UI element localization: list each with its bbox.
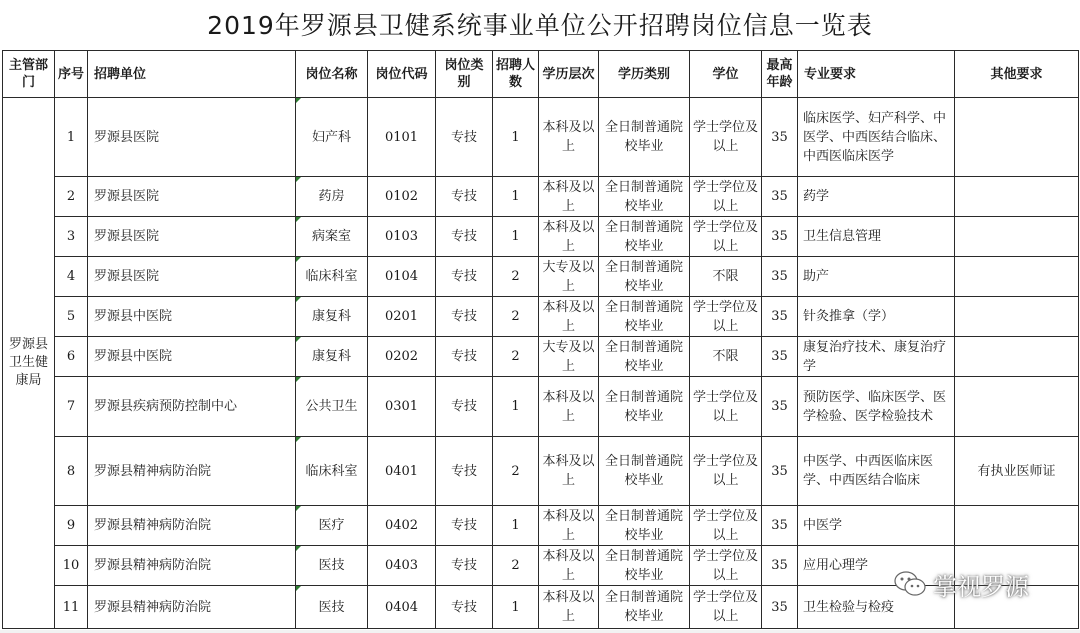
header-row xyxy=(3,51,1079,98)
cell-edu: 大专及以上 xyxy=(539,257,599,297)
cell-other xyxy=(955,98,1079,177)
cell-post: 医疗 xyxy=(296,506,368,546)
cell-count: 1 xyxy=(493,217,539,257)
cell-degree: 学士学位及以上 xyxy=(690,177,762,217)
cell-no: 9 xyxy=(55,506,88,546)
cell-edu: 本科及以上 xyxy=(539,98,599,177)
cell-count: 2 xyxy=(493,337,539,377)
cell-unit: 罗源县中医院 xyxy=(88,337,296,377)
table-row xyxy=(3,98,1079,177)
cell-count: 1 xyxy=(493,177,539,217)
cell-age: 35 xyxy=(762,257,798,297)
cell-degree: 学士学位及以上 xyxy=(690,437,762,506)
cell-count: 2 xyxy=(493,257,539,297)
cell-degree: 学士学位及以上 xyxy=(690,217,762,257)
cell-post: 康复科 xyxy=(296,297,368,337)
cell-edu-type: 全日制普通院校毕业 xyxy=(599,98,690,177)
cell-degree: 学士学位及以上 xyxy=(690,506,762,546)
cell-major: 药学 xyxy=(798,177,955,217)
cell-code: 0301 xyxy=(368,377,436,437)
cell-age: 35 xyxy=(762,546,798,586)
cell-post: 药房 xyxy=(296,177,368,217)
cell-edu-type: 全日制普通院校毕业 xyxy=(599,437,690,506)
cell-degree: 学士学位及以上 xyxy=(690,377,762,437)
header-type: 岗位类别 xyxy=(436,51,493,98)
cell-code: 0402 xyxy=(368,506,436,546)
cell-degree: 学士学位及以上 xyxy=(690,546,762,586)
cell-unit: 罗源县医院 xyxy=(88,98,296,177)
cell-age: 35 xyxy=(762,586,798,629)
header-code: 岗位代码 xyxy=(368,51,436,98)
cell-edu-type: 全日制普通院校毕业 xyxy=(599,377,690,437)
cell-code: 0102 xyxy=(368,177,436,217)
cell-age: 35 xyxy=(762,506,798,546)
cell-unit: 罗源县精神病防治院 xyxy=(88,437,296,506)
cell-type: 专技 xyxy=(436,217,493,257)
cell-age: 35 xyxy=(762,377,798,437)
cell-other xyxy=(955,506,1079,546)
cell-post: 医技 xyxy=(296,546,368,586)
cell-code: 0103 xyxy=(368,217,436,257)
cell-edu: 本科及以上 xyxy=(539,177,599,217)
cell-post: 妇产科 xyxy=(296,98,368,177)
cell-type: 专技 xyxy=(436,546,493,586)
cell-other xyxy=(955,377,1079,437)
cell-type: 专技 xyxy=(436,377,493,437)
cell-post: 临床科室 xyxy=(296,257,368,297)
cell-major: 预防医学、临床医学、医学检验、医学检验技术 xyxy=(798,377,955,437)
cell-edu: 本科及以上 xyxy=(539,506,599,546)
watermark xyxy=(893,567,1029,601)
cell-degree: 不限 xyxy=(690,257,762,297)
page-title: 2019年罗源县卫健系统事业单位公开招聘岗位信息一览表 xyxy=(207,11,873,40)
cell-edu: 本科及以上 xyxy=(539,217,599,257)
cell-unit: 罗源县医院 xyxy=(88,177,296,217)
cell-no: 8 xyxy=(55,437,88,506)
cell-edu-type: 全日制普通院校毕业 xyxy=(599,257,690,297)
table-row xyxy=(3,297,1079,337)
header-edu: 学历层次 xyxy=(539,51,599,98)
cell-other: 有执业医师证 xyxy=(955,437,1079,506)
cell-count: 1 xyxy=(493,586,539,629)
cell-edu: 本科及以上 xyxy=(539,297,599,337)
cell-age: 35 xyxy=(762,217,798,257)
table-row xyxy=(3,337,1079,377)
cell-edu-type: 全日制普通院校毕业 xyxy=(599,546,690,586)
cell-other xyxy=(955,337,1079,377)
cell-type: 专技 xyxy=(436,337,493,377)
cell-unit: 罗源县中医院 xyxy=(88,297,296,337)
table-row xyxy=(3,257,1079,297)
cell-code: 0104 xyxy=(368,257,436,297)
cell-no: 11 xyxy=(55,586,88,629)
cell-degree: 学士学位及以上 xyxy=(690,98,762,177)
cell-no: 10 xyxy=(55,546,88,586)
header-edu-type: 学历类别 xyxy=(599,51,690,98)
cell-major: 中医学、中西医临床医学、中西医结合临床 xyxy=(798,437,955,506)
cell-major: 卫生信息管理 xyxy=(798,217,955,257)
cell-type: 专技 xyxy=(436,586,493,629)
cell-unit: 罗源县疾病预防控制中心 xyxy=(88,377,296,437)
cell-post: 临床科室 xyxy=(296,437,368,506)
cell-type: 专技 xyxy=(436,506,493,546)
cell-code: 0403 xyxy=(368,546,436,586)
cell-edu-type: 全日制普通院校毕业 xyxy=(599,177,690,217)
cell-unit: 罗源县精神病防治院 xyxy=(88,506,296,546)
cell-age: 35 xyxy=(762,337,798,377)
cell-unit: 罗源县医院 xyxy=(88,217,296,257)
header-unit: 招聘单位 xyxy=(88,51,296,98)
cell-degree: 不限 xyxy=(690,337,762,377)
cell-no: 5 xyxy=(55,297,88,337)
wechat-icon xyxy=(893,569,927,599)
cell-unit: 罗源县精神病防治院 xyxy=(88,546,296,586)
table-row xyxy=(3,437,1079,506)
cell-age: 35 xyxy=(762,437,798,506)
cell-post: 病案室 xyxy=(296,217,368,257)
cell-major: 应用心理学 xyxy=(798,546,955,586)
cell-age: 35 xyxy=(762,177,798,217)
cell-code: 0201 xyxy=(368,297,436,337)
cell-code: 0404 xyxy=(368,586,436,629)
table-row xyxy=(3,217,1079,257)
cell-other xyxy=(955,257,1079,297)
cell-major: 临床医学、妇产科学、中医学、中西医结合临床、中西医临床医学 xyxy=(798,98,955,177)
header-post: 岗位名称 xyxy=(296,51,368,98)
cell-edu: 本科及以上 xyxy=(539,377,599,437)
cell-no: 2 xyxy=(55,177,88,217)
cell-code: 0401 xyxy=(368,437,436,506)
cell-post: 公共卫生 xyxy=(296,377,368,437)
cell-major: 助产 xyxy=(798,257,955,297)
cell-edu: 本科及以上 xyxy=(539,546,599,586)
header-count: 招聘人数 xyxy=(493,51,539,98)
cell-type: 专技 xyxy=(436,297,493,337)
header-degree: 学位 xyxy=(690,51,762,98)
cell-edu-type: 全日制普通院校毕业 xyxy=(599,586,690,629)
cell-no: 3 xyxy=(55,217,88,257)
table-row xyxy=(3,177,1079,217)
cell-edu: 大专及以上 xyxy=(539,337,599,377)
cell-type: 专技 xyxy=(436,98,493,177)
cell-code: 0202 xyxy=(368,337,436,377)
cell-type: 专技 xyxy=(436,437,493,506)
cell-no: 1 xyxy=(55,98,88,177)
cell-type: 专技 xyxy=(436,177,493,217)
cell-post: 康复科 xyxy=(296,337,368,377)
cell-other xyxy=(955,217,1079,257)
cell-age: 35 xyxy=(762,98,798,177)
dept-cell: 罗源县卫生健康局 xyxy=(3,98,55,629)
cell-count: 2 xyxy=(493,437,539,506)
cell-edu-type: 全日制普通院校毕业 xyxy=(599,217,690,257)
table-row xyxy=(3,377,1079,437)
recruitment-table xyxy=(2,50,1079,629)
cell-code: 0101 xyxy=(368,98,436,177)
cell-other xyxy=(955,297,1079,337)
cell-edu-type: 全日制普通院校毕业 xyxy=(599,506,690,546)
header-dept: 主管部门 xyxy=(3,51,55,98)
cell-edu-type: 全日制普通院校毕业 xyxy=(599,337,690,377)
cell-count: 1 xyxy=(493,506,539,546)
cell-major: 卫生检验与检疫 xyxy=(798,586,955,629)
cell-edu-type: 全日制普通院校毕业 xyxy=(599,297,690,337)
cell-count: 1 xyxy=(493,377,539,437)
cell-other xyxy=(955,177,1079,217)
cell-post: 医技 xyxy=(296,586,368,629)
cell-unit: 罗源县医院 xyxy=(88,257,296,297)
cell-major: 针灸推拿（学） xyxy=(798,297,955,337)
cell-count: 1 xyxy=(493,98,539,177)
header-major: 专业要求 xyxy=(798,51,955,98)
cell-edu: 本科及以上 xyxy=(539,437,599,506)
cell-degree: 学士学位及以上 xyxy=(690,586,762,629)
cell-no: 7 xyxy=(55,377,88,437)
cell-unit: 罗源县精神病防治院 xyxy=(88,586,296,629)
cell-type: 专技 xyxy=(436,257,493,297)
header-age: 最高年龄 xyxy=(762,51,798,98)
header-other: 其他要求 xyxy=(955,51,1079,98)
cell-major: 康复治疗技术、康复治疗学 xyxy=(798,337,955,377)
header-no: 序号 xyxy=(55,51,88,98)
cell-no: 4 xyxy=(55,257,88,297)
cell-no: 6 xyxy=(55,337,88,377)
cell-age: 35 xyxy=(762,297,798,337)
cell-major: 中医学 xyxy=(798,506,955,546)
cell-degree: 学士学位及以上 xyxy=(690,297,762,337)
cell-count: 2 xyxy=(493,546,539,586)
table-row xyxy=(3,506,1079,546)
cell-count: 2 xyxy=(493,297,539,337)
cell-edu: 本科及以上 xyxy=(539,586,599,629)
watermark-text: 掌视罗源 xyxy=(933,572,1029,601)
